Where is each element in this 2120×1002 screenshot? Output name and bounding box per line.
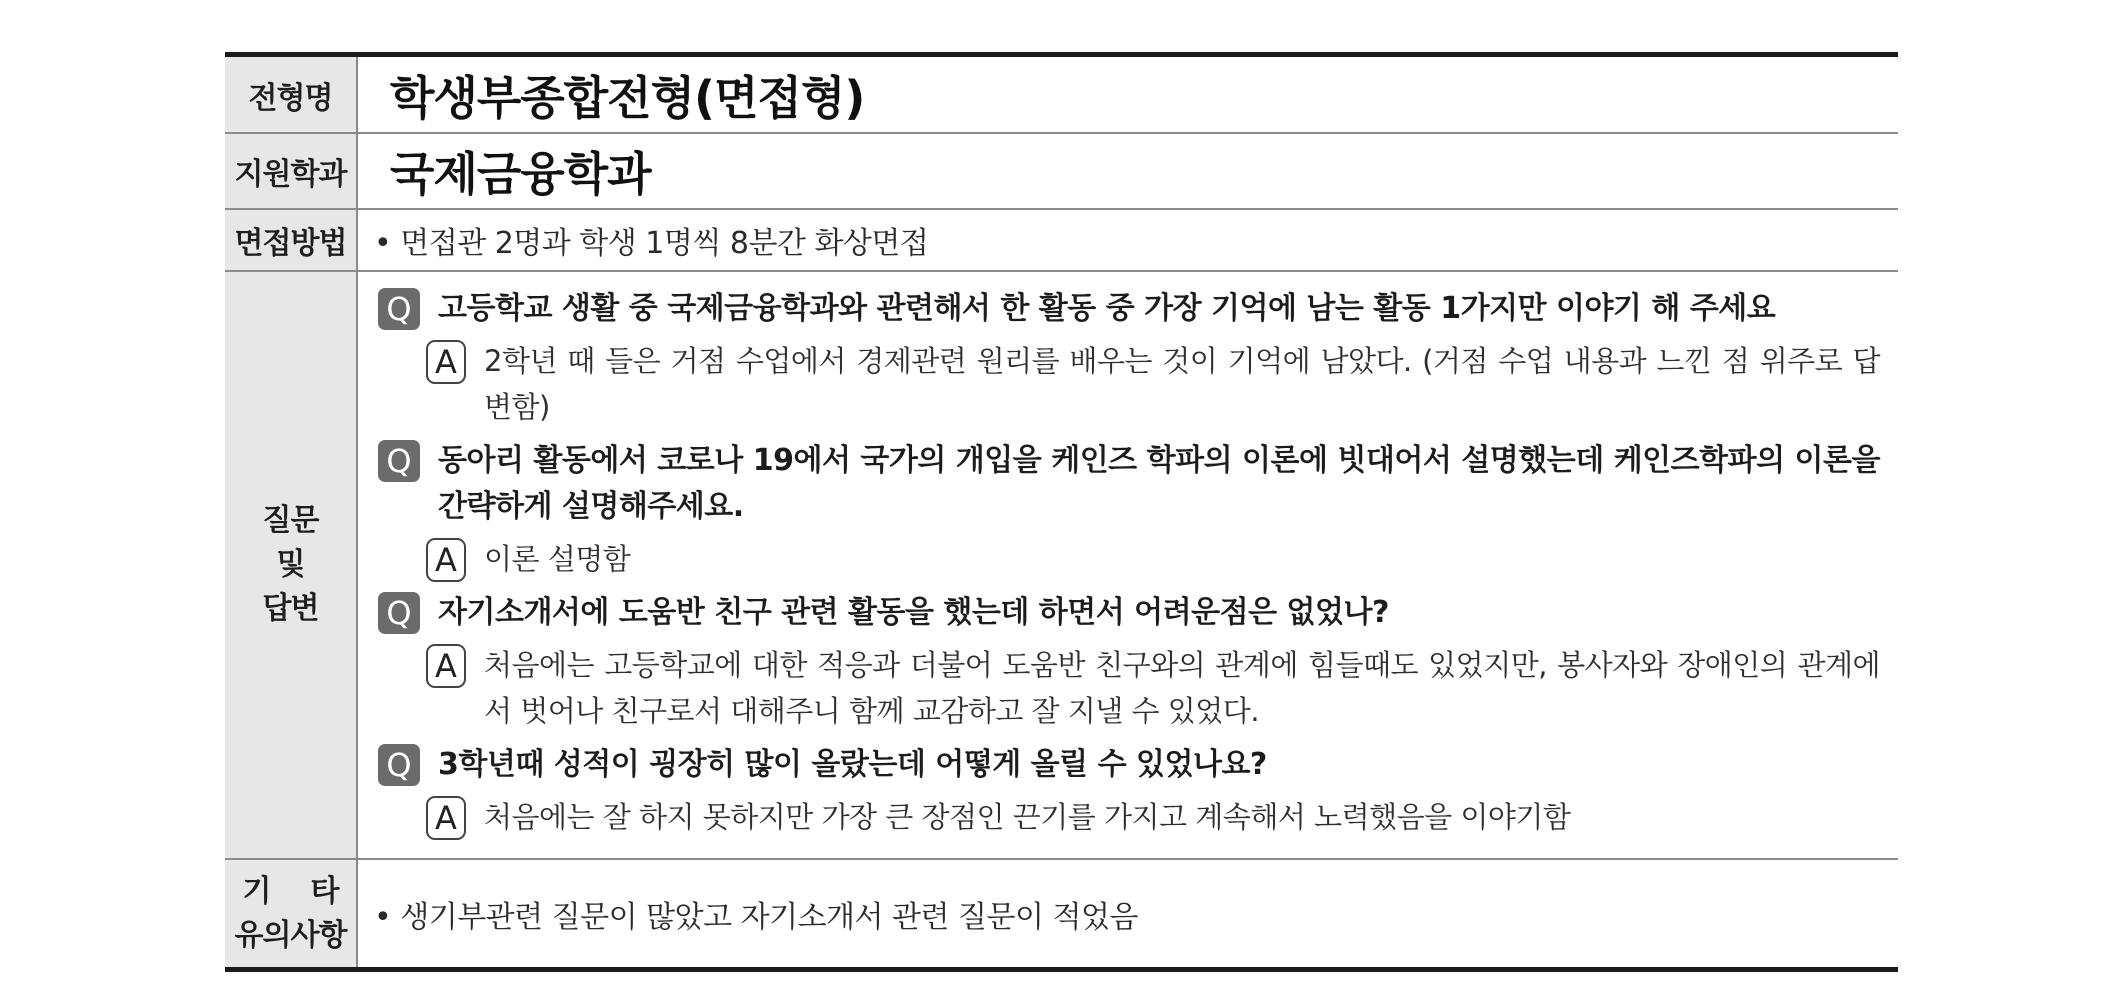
qa-label: [225, 271, 357, 859]
answer-text: 처음에는 잘 하지 못하지만 가장 큰 장점인 끈기를 가지고 계속해서 노력했음을 이야기함: [484, 800, 1571, 834]
question-text: 자기소개서에 도움반 친구 관련 활동을 했는데 하면서 어려운점은 없었나?: [438, 595, 1389, 630]
notes-value: • 생기부관련 질문이 많았고 자기소개서 관련 질문이 적었음: [374, 899, 1138, 935]
answer-item: [426, 642, 1880, 734]
question-text: 고등학교 생활 중 국제금융학과와 관련해서 한 활동 중 가장 기억에 남는 활동 1가지만 이야기 해 주세요: [438, 291, 1776, 326]
answer-item: [426, 338, 1880, 430]
qa-label-line: 답변: [262, 591, 319, 626]
answer-badge: A: [426, 538, 466, 582]
question-text: 3학년때 성적이 굉장히 많이 올랐는데 어떻게 올릴 수 있었나요?: [438, 747, 1267, 782]
answer-item: [426, 536, 1880, 582]
interview-info-table: [225, 52, 1898, 972]
question-item: [378, 742, 1880, 788]
notes-row: [225, 859, 1898, 970]
qa-label-line: 질문: [262, 503, 319, 538]
answer-item: [426, 794, 1880, 840]
admission-type-label: 전형명: [225, 55, 357, 134]
question-badge: Q: [378, 440, 420, 482]
answer-badge: A: [426, 644, 466, 688]
answer-text: 2학년 때 들은 거점 수업에서 경제관련 원리를 배우는 것이 기억에 남았다. (거점 수업 내용과 느낀 점 위주로 답변함): [484, 344, 1880, 424]
question-item: [378, 590, 1880, 636]
answer-text: 처음에는 고등학교에 대한 적응과 더불어 도움반 친구와의 관계에 힘들때도 있었지만, 봉사자와 장애인의 관계에서 벗어나 친구로서 대해주니 함께 교감하고 잘 지낼 수 있었다.: [484, 648, 1880, 728]
notes-label-part: 기: [242, 873, 271, 909]
admission-type-value: 학생부종합전형(면접형): [390, 70, 865, 125]
question-item: [378, 438, 1880, 530]
notes-label-part: 유의사항: [234, 917, 347, 953]
answer-text: 이론 설명함: [484, 542, 631, 576]
question-badge: Q: [378, 592, 420, 634]
interview-method-label: 면접방법: [225, 209, 357, 271]
qa-content: [357, 271, 1898, 859]
interview-method-row: [225, 209, 1898, 271]
answer-badge: A: [426, 340, 466, 384]
answer-badge: A: [426, 796, 466, 840]
qa-row: [225, 271, 1898, 859]
question-badge: Q: [378, 288, 420, 330]
notes-label: [225, 859, 357, 970]
notes-label-part: 타: [310, 873, 339, 909]
qa-label-line: 및: [276, 547, 305, 582]
interview-method-value: • 면접관 2명과 학생 1명씩 8분간 화상면접: [374, 226, 929, 261]
department-row: [225, 133, 1898, 209]
question-text: 동아리 활동에서 코로나 19에서 국가의 개입을 케인즈 학파의 이론에 빗대어서 설명했는데 케인즈학파의 이론을 간략하게 설명해주세요.: [438, 443, 1880, 524]
admission-type-row: [225, 55, 1898, 134]
question-badge: Q: [378, 744, 420, 786]
department-label: 지원학과: [225, 133, 357, 209]
department-value: 국제금융학과: [390, 147, 651, 201]
question-item: [378, 286, 1880, 332]
